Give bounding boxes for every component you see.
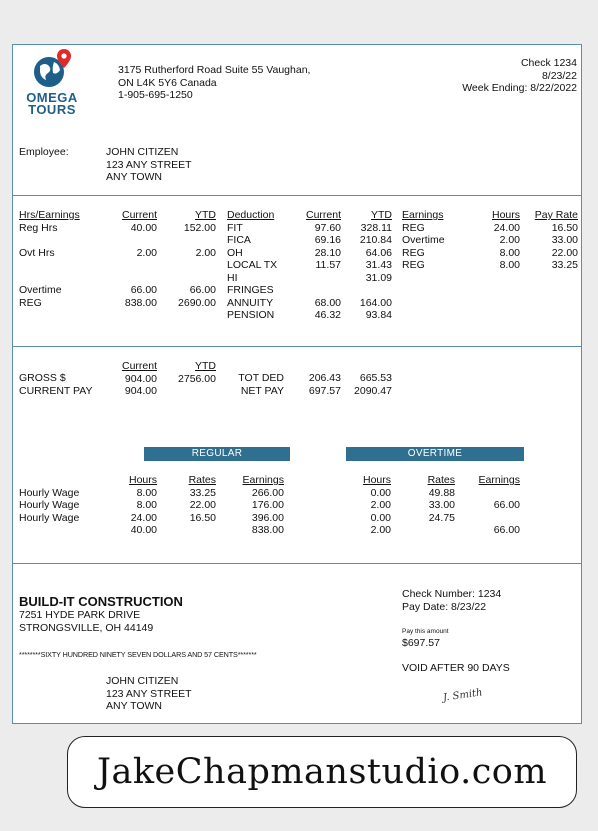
hrs-label: Reg Hrs [19, 221, 58, 234]
hrs-current: 40.00 [130, 221, 157, 234]
regular-rate [176, 524, 216, 537]
regular-rates-header: Rates [188, 474, 216, 486]
gross-ytd: 2756.00 [178, 372, 216, 385]
regular-rate: 33.25 [189, 486, 216, 499]
pay-amount: $697.57 [402, 637, 440, 649]
earnings-hours-header: Hours [491, 209, 520, 221]
gross-current: 904.00 [124, 372, 157, 385]
hrs-current-header: Current [121, 209, 157, 221]
week-ending: Week Ending: 8/22/2022 [462, 82, 577, 94]
deduction-label: FICA [227, 234, 251, 246]
earnings-label: Overtime [402, 234, 445, 246]
totals-current-col [112, 360, 157, 398]
hrs-label: Overtime [19, 284, 62, 296]
overtime-earnings: 66.00 [493, 499, 520, 511]
hrs-label: Ovt Hrs [19, 246, 55, 259]
employee-label: Employee: [19, 146, 69, 158]
regular-hours-col [116, 474, 157, 537]
tot-ded-label: TOT DED [238, 372, 284, 384]
overtime-hours: 0.00 [370, 511, 391, 524]
hrs-label [19, 272, 80, 285]
check-date-header: 8/23/22 [541, 69, 577, 82]
earnings-rate: 33.25 [551, 259, 578, 271]
deduction-current: 68.00 [314, 296, 341, 309]
deduction-current: 11.57 [315, 259, 341, 271]
hrs-ytd [170, 272, 216, 285]
check-number-header: Check 1234 [520, 57, 577, 69]
regular-rate: 22.00 [189, 499, 216, 511]
regular-earnings-header: Earnings [242, 474, 284, 486]
pay-date: Pay Date: 8/23/22 [402, 600, 487, 613]
hrs-ytd [170, 234, 216, 247]
hrs-ytd-header: YTD [195, 209, 216, 221]
wage-header-spacer [19, 474, 79, 487]
overtime-rate: 49.88 [428, 486, 455, 499]
logo-word-1: OMEGA [26, 90, 78, 105]
hrs-ytd: 2.00 [195, 246, 216, 259]
deduction-label: FRINGES [227, 284, 274, 296]
hrs-label [19, 259, 80, 272]
earnings-label: REG [402, 221, 425, 234]
check-header [462, 57, 577, 95]
overtime-earnings [468, 512, 520, 525]
deduction-ytd: 164.00 [359, 296, 392, 309]
earnings-rate: 22.00 [551, 246, 578, 259]
regular-earnings: 266.00 [251, 486, 284, 499]
deduction-current-col [296, 209, 341, 322]
gross-label: GROSS $ [19, 372, 66, 384]
divider-1 [12, 195, 582, 196]
earnings-hours: 8.00 [499, 246, 520, 259]
overtime-hours-header: Hours [362, 474, 391, 486]
deduction-totals-current [296, 372, 341, 397]
current-pay-label: CURRENT PAY [19, 384, 93, 397]
company-phone: 1-905-695-1250 [118, 89, 193, 101]
check-info [402, 588, 501, 613]
hrs-current: 66.00 [130, 284, 157, 296]
regular-earnings-col [230, 474, 284, 537]
totals-ytd-header: YTD [195, 360, 216, 372]
deduction-current: 46.32 [314, 309, 341, 321]
deduction-label: ANNUITY [227, 296, 274, 309]
earnings-header: Earnings [402, 209, 444, 221]
deduction-current: 97.60 [314, 221, 341, 234]
regular-hours: 40.00 [130, 524, 157, 536]
overtime-earnings-header: Earnings [478, 474, 520, 486]
deduction-ytd-header: YTD [371, 209, 392, 221]
deduction-ytd [347, 284, 392, 297]
payer-name: BUILD-IT CONSTRUCTION [19, 594, 183, 609]
hrs-label [19, 234, 80, 247]
tot-ded-ytd: 665.53 [359, 372, 392, 384]
company-address-line2: ON L4K 5Y6 Canada [118, 76, 217, 89]
hrs-current: 838.00 [124, 296, 157, 309]
overtime-earnings: 66.00 [493, 524, 520, 536]
hrs-label: REG [19, 296, 42, 309]
deduction-ytd: 31.09 [365, 271, 392, 284]
earnings-labels-col [402, 209, 445, 272]
deduction-label: HI [227, 271, 238, 284]
globe-pin-logo-icon [28, 48, 78, 92]
deduction-current-header: Current [305, 209, 341, 221]
regular-hours: 8.00 [136, 499, 157, 511]
divider-3 [12, 563, 582, 564]
net-pay-ytd: 2090.47 [354, 384, 392, 397]
current-pay-value: 904.00 [124, 385, 157, 397]
deduction-totals-labels [220, 372, 284, 397]
earnings-rate: 33.00 [551, 234, 578, 246]
deduction-label: PENSION [227, 309, 275, 321]
deduction-current: 28.10 [314, 246, 341, 259]
earnings-rate: 16.50 [551, 221, 578, 234]
hrs-current: 2.00 [136, 246, 157, 259]
wage-row-label [19, 524, 79, 537]
overtime-band: OVERTIME [346, 447, 524, 461]
divider-2 [12, 346, 582, 347]
payee-name: JOHN CITIZEN [106, 675, 179, 687]
deduction-label: FIT [227, 221, 243, 234]
pay-amount-label: Pay this amount [402, 628, 449, 635]
employee-street: 123 ANY STREET [106, 158, 192, 171]
hrs-earnings-header: Hrs/Earnings [19, 209, 80, 221]
overtime-rates-col [412, 474, 455, 537]
payee-street: 123 ANY STREET [106, 687, 192, 700]
hrs-ytd: 66.00 [189, 284, 216, 296]
logo-wordmark [20, 92, 84, 116]
totals-current-header: Current [121, 360, 157, 372]
employee-name: JOHN CITIZEN [106, 146, 179, 158]
deduction-current: 69.16 [314, 234, 341, 246]
earnings-hours-col [476, 209, 520, 272]
overtime-hours: 2.00 [370, 524, 391, 536]
hrs-ytd: 152.00 [183, 221, 216, 234]
regular-earnings: 176.00 [251, 499, 284, 511]
hrs-current [112, 259, 157, 272]
overtime-earnings [468, 487, 520, 500]
overtime-rates-header: Rates [427, 474, 455, 486]
net-pay-current: 697.57 [308, 384, 341, 397]
company-address [118, 64, 310, 102]
hrs-ytd [170, 259, 216, 272]
employee-block [106, 146, 192, 184]
overtime-hours-col [350, 474, 391, 537]
regular-rates-col [176, 474, 216, 537]
hrs-ytd: 2690.00 [178, 296, 216, 309]
signature: J. Smith [442, 687, 484, 704]
regular-hours: 8.00 [136, 486, 157, 499]
deduction-ytd-col [347, 209, 392, 322]
regular-earnings: 396.00 [251, 511, 284, 524]
earnings-rate-col [526, 209, 578, 272]
wage-row-label: Hourly Wage [19, 511, 80, 524]
amount-in-words: ********SIXTY HUNDRED NINETY SEVEN DOLLARS AND 57 CENTS******* [19, 650, 257, 659]
overtime-rate [412, 524, 455, 537]
hrs-ytd-col [170, 209, 216, 309]
deduction-ytd: 64.06 [365, 246, 392, 259]
wage-row-label: Hourly Wage [19, 499, 80, 511]
payee-block [106, 675, 192, 713]
deduction-ytd: 93.84 [365, 309, 392, 321]
watermark-banner: JakeChapmanstudio.com [67, 736, 577, 808]
regular-earnings: 838.00 [251, 524, 284, 536]
deduction-ytd: 210.84 [359, 234, 392, 246]
regular-band: REGULAR [144, 447, 290, 461]
earnings-hours: 8.00 [499, 259, 520, 271]
deduction-label: OH [227, 246, 243, 259]
company-address-line1: 3175 Rutherford Road Suite 55 Vaughan, [118, 64, 311, 76]
regular-rate: 16.50 [189, 511, 216, 524]
employee-town: ANY TOWN [106, 171, 163, 183]
check-number: Check Number: 1234 [402, 588, 502, 600]
wage-row-label: Hourly Wage [19, 486, 80, 499]
earnings-rate-header: Pay Rate [534, 209, 578, 221]
hrs-current-col [112, 209, 157, 309]
deduction-ytd: 328.11 [360, 221, 392, 234]
deduction-ytd: 31.43 [365, 259, 392, 271]
earnings-label: REG [402, 259, 425, 271]
deduction-header: Deduction [227, 209, 275, 221]
regular-hours: 24.00 [130, 511, 157, 524]
tot-ded-current: 206.43 [308, 372, 341, 384]
deduction-totals-ytd [345, 372, 392, 397]
earnings-hours: 2.00 [499, 234, 520, 246]
overtime-rate: 24.75 [428, 511, 455, 524]
overtime-hours: 2.00 [370, 499, 391, 511]
deduction-label: LOCAL TX [227, 259, 278, 271]
payer-address [19, 609, 153, 634]
net-pay-label: NET PAY [240, 384, 284, 397]
payer-street: 7251 HYDE PARK DRIVE [19, 609, 141, 621]
earnings-label: REG [402, 246, 425, 259]
payee-town: ANY TOWN [106, 700, 163, 712]
overtime-hours: 0.00 [370, 486, 391, 499]
hrs-labels-col [19, 209, 80, 309]
deduction-labels-col [227, 209, 277, 322]
wage-labels-col [19, 474, 79, 537]
earnings-hours: 24.00 [493, 221, 520, 234]
logo-word-2: TOURS [28, 102, 76, 117]
hrs-current [112, 272, 157, 285]
overtime-earnings-col [468, 474, 520, 537]
totals-ytd-col [168, 360, 216, 385]
deduction-current [296, 272, 341, 285]
regular-hours-header: Hours [128, 474, 157, 486]
void-notice: VOID AFTER 90 DAYS [402, 662, 510, 674]
payer-city: STRONGSVILLE, OH 44149 [19, 621, 154, 634]
hrs-current [112, 234, 157, 247]
overtime-rate: 33.00 [428, 499, 455, 511]
totals-labels-col [19, 372, 93, 397]
deduction-current [296, 284, 341, 297]
